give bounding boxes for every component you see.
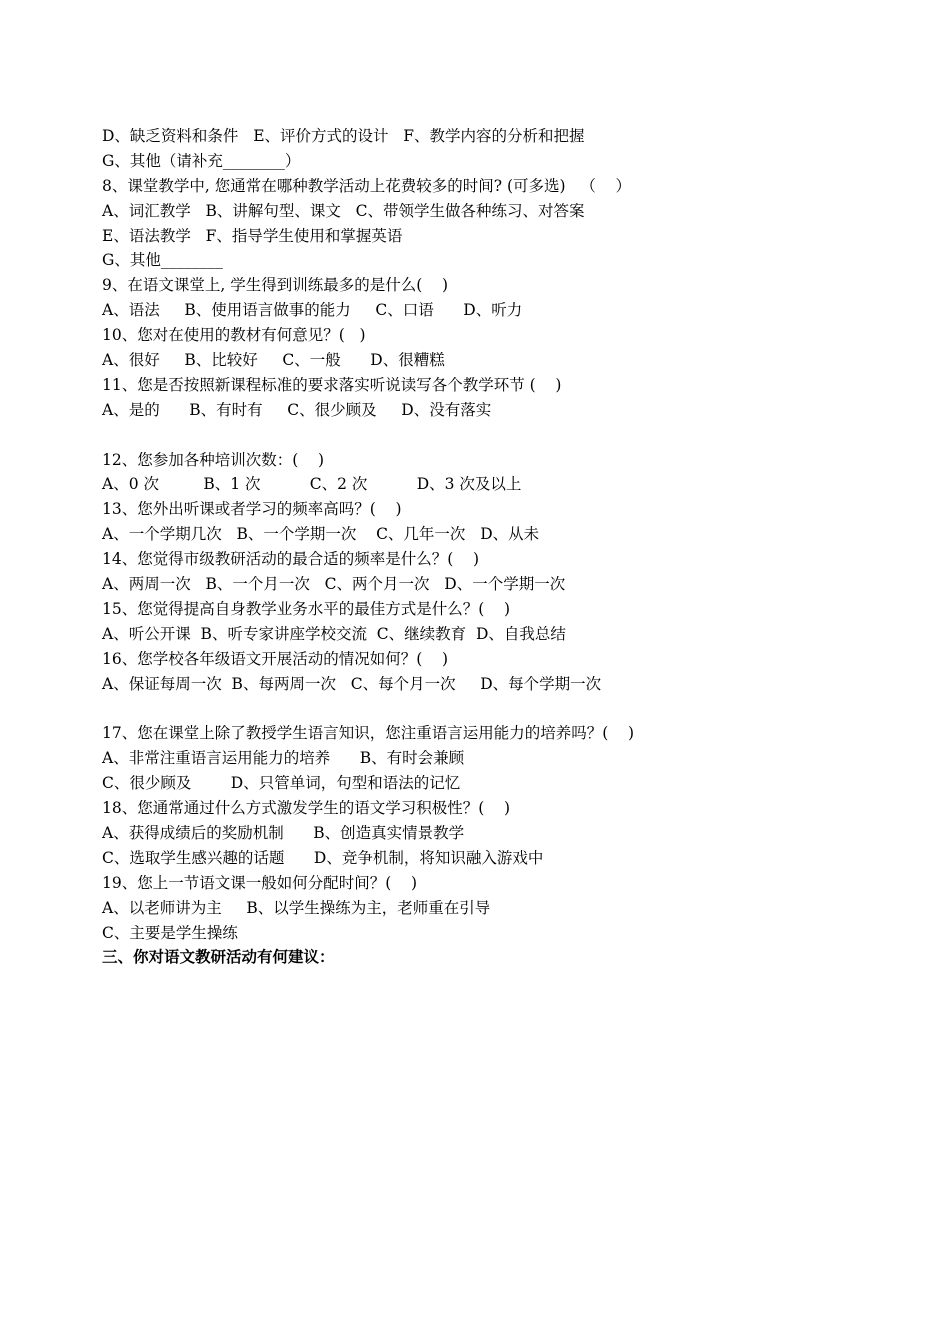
question-18: 18、您通常通过什么方式激发学生的语文学习积极性？( ) [102,799,511,818]
question-10: 10、您对在使用的教材有何意见？( ) [102,326,366,345]
question-12: 12、您参加各种培训次数：( ) [102,450,325,469]
text-line: A、是的 B、有时有 C、很少顾及 D、没有落实 [102,400,492,419]
section-heading: 三、你对语文教研活动有何建议： [102,947,335,967]
blank-line [102,423,862,448]
question-19: 19、您上一节语文课一般如何分配时间？( ) [102,873,418,892]
question-11: 11、您是否按照新课程标准的要求落实听说读写各个教学环节 ( ) [102,375,562,394]
text-line: A、两周一次 B、一个月一次 C、两个月一次 D、一个学期一次 [102,575,566,594]
text-line: A、词汇教学 B、讲解句型、课文 C、带领学生做各种练习、对答案 [102,201,585,220]
text-line: A、以老师讲为主 B、以学生操练为主，老师重在引导 [102,898,491,917]
text-line: C、很少顾及 D、只管单词，句型和语法的记忆 [102,774,461,793]
text-line: E、语法教学 F、指导学生使用和掌握英语 [102,226,403,245]
text-line: A、听公开课 B、听专家讲座学校交流 C、继续教育 D、自我总结 [102,624,566,643]
document-body [102,124,862,970]
text-line: G、其他（请补充________） [102,151,301,170]
question-17: 17、您在课堂上除了教授学生语言知识，您注重语言运用能力的培养吗？( ) [102,724,635,743]
text-line: A、获得成绩后的奖励机制 B、创造真实情景教学 [102,823,465,842]
text-line: A、一个学期几次 B、一个学期一次 C、几年一次 D、从未 [102,525,540,544]
blank-line [102,696,862,721]
text-line: A、非常注重语言运用能力的培养 B、有时会兼顾 [102,749,465,768]
text-line: A、语法 B、使用语言做事的能力 C、口语 D、听力 [102,301,523,320]
text-line: D、缺乏资料和条件 E、评价方式的设计 F、教学内容的分析和把握 [102,127,585,145]
question-13: 13、您外出听课或者学习的频率高吗？( ) [102,500,402,519]
question-14: 14、您觉得市级教研活动的最合适的频率是什么？( ) [102,550,480,569]
text-line: A、保证每周一次 B、每两周一次 C、每个月一次 D、每个学期一次 [102,674,602,693]
text-line: A、很好 B、比较好 C、一般 D、很糟糕 [102,351,445,370]
question-9: 9、在语文课堂上, 学生得到训练最多的是什么( ) [102,276,449,295]
text-line: G、其他________ [102,251,223,270]
text-line: C、主要是学生操练 [102,923,238,942]
question-16: 16、您学校各年级语文开展活动的情况如何？( ) [102,649,449,668]
question-8: 8、课堂教学中, 您通常在哪种教学活动上花费较多的时间? (可多选) （ ） [102,176,632,195]
question-15: 15、您觉得提高自身教学业务水平的最佳方式是什么？( ) [102,599,511,618]
text-line: C、选取学生感兴趣的话题 D、竞争机制，将知识融入游戏中 [102,848,544,867]
text-line: A、0 次 B、1 次 C、2 次 D、3 次及以上 [102,475,522,494]
